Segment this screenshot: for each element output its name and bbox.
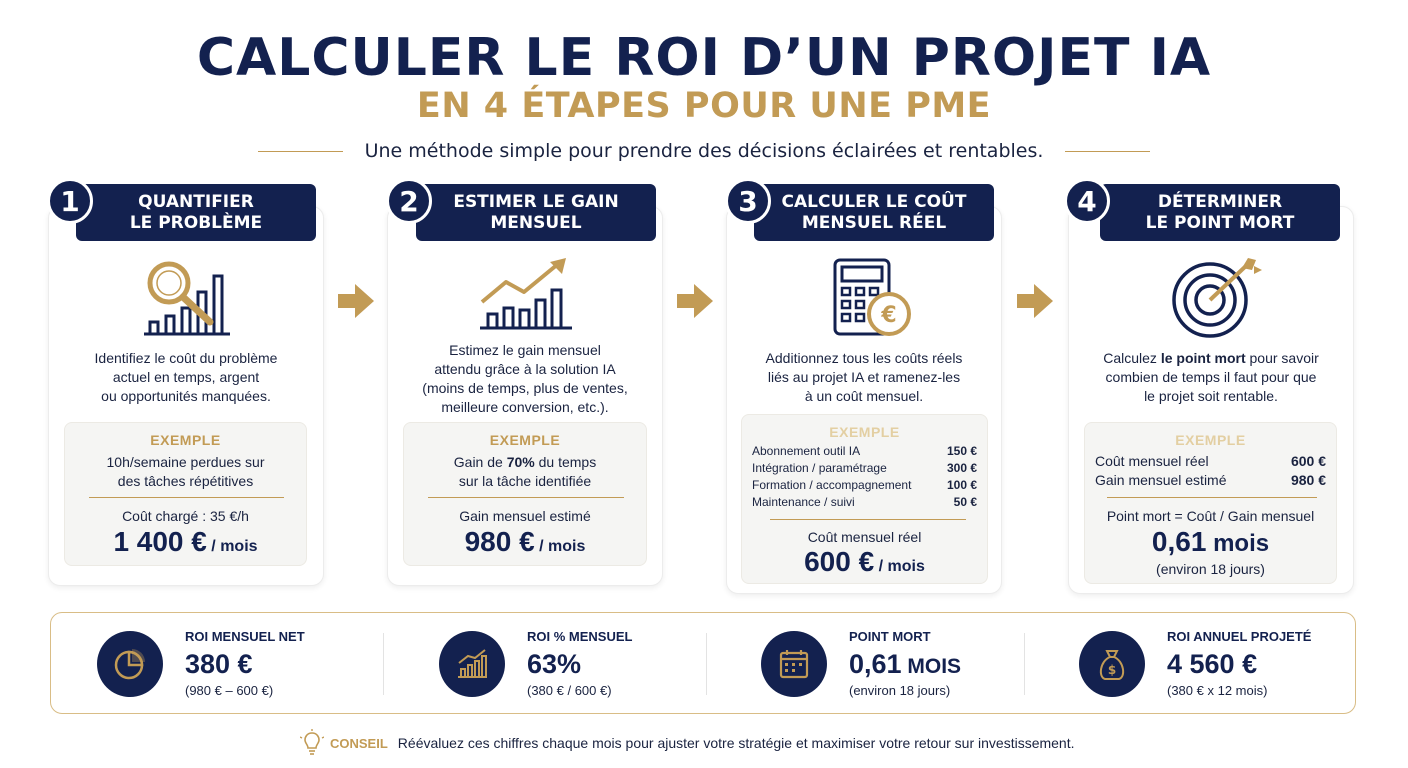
kpi-sub: (environ 18 jours)	[849, 683, 951, 698]
step-description-2: Estimez le gain mensuel attendu grâce à la solution IA (moins de temps, plus de ventes, meilleure conversion, etc.).	[422, 342, 628, 415]
tagline: Une méthode simple pour prendre des décisions éclairées et rentables.	[364, 140, 1044, 162]
step-title-line2: LE PROBLÈME	[129, 212, 263, 233]
kpi-sub: (380 € / 600 €)	[527, 683, 612, 698]
step-header-4	[1100, 184, 1340, 241]
bar-growth-icon	[439, 631, 505, 697]
step-title-line1: CALCULER LE COÛT	[781, 191, 967, 212]
page-subtitle: EN 4 ÉTAPES POUR UNE PME	[416, 86, 992, 126]
tagline-left-rule	[258, 151, 343, 152]
calendar-icon	[761, 631, 827, 697]
tip-label: CONSEIL	[330, 735, 388, 751]
kpi-roi-pourcent	[385, 613, 705, 713]
step-number-badge: 3	[725, 178, 771, 224]
example-label: EXEMPLE	[150, 432, 221, 448]
kpi-value: 0,61 MOIS	[849, 649, 962, 679]
kpi-value: 63%	[527, 649, 582, 679]
step-description-1: Identifiez le coût du problème actuel en temps, argent ou opportunités manquées.	[94, 350, 278, 404]
pie-chart-icon	[97, 631, 163, 697]
kpi-sub: (980 € – 600 €)	[185, 683, 274, 698]
tagline-right-rule	[1065, 151, 1150, 152]
kpi-separator	[706, 633, 707, 695]
cost-row: Maintenance / suivi 50 €	[752, 495, 977, 509]
tip-text: Réévaluez ces chiffres chaque mois pour ajuster votre stratégie et maximiser votre retour sur investissement.	[397, 735, 1075, 751]
page-title: CALCULER LE ROI D’UN PROJET IA	[196, 28, 1212, 88]
cost-row: Abonnement outil IA 150 €	[752, 444, 977, 458]
calculator-euro-icon	[821, 256, 921, 340]
example-sub-label: Coût mensuel réel	[807, 529, 922, 545]
kpi-label: ROI ANNUEL PROJETÉ	[1167, 629, 1312, 644]
example-result: 600 € / mois	[804, 546, 925, 577]
kpi-roi-annuel	[1026, 613, 1356, 713]
svg-text:€: €	[881, 303, 897, 328]
example-text: 10h/semaine perdues sur des tâches répétitives	[106, 454, 265, 489]
step-title-line2: LE POINT MORT	[1145, 212, 1295, 233]
summary-bar	[50, 612, 1356, 714]
example-divider	[89, 497, 284, 498]
example-label: EXEMPLE	[1175, 432, 1246, 448]
summary-row: Gain mensuel estimé 980 €	[1095, 472, 1326, 488]
step-title-line1: QUANTIFIER	[138, 191, 254, 212]
example-label: EXEMPLE	[489, 432, 561, 448]
kpi-separator	[383, 633, 384, 695]
example-sub-label: Coût chargé : 35 €/h	[122, 508, 249, 524]
cost-row: Formation / accompagnement 100 €	[752, 478, 977, 492]
cost-row: Intégration / paramétrage 300 €	[752, 461, 977, 475]
step-number-badge: 4	[1064, 178, 1110, 224]
target-arrow-icon	[1164, 256, 1264, 340]
money-bag-icon	[1079, 631, 1145, 697]
kpi-label: ROI % MENSUEL	[527, 629, 633, 644]
tip-row	[300, 728, 1120, 758]
example-divider	[1107, 497, 1317, 498]
kpi-separator	[1024, 633, 1025, 695]
kpi-sub: (380 € x 12 mois)	[1167, 683, 1268, 698]
arrow-right-icon	[676, 282, 714, 320]
example-formula: Point mort = Coût / Gain mensuel	[1106, 508, 1315, 524]
step-number-badge: 2	[386, 178, 432, 224]
step-title-line2: MENSUEL RÉEL	[801, 212, 947, 233]
magnifier-chart-icon	[136, 256, 236, 340]
summary-row: Coût mensuel réel 600 €	[1095, 453, 1326, 469]
tagline-row	[288, 136, 1120, 166]
example-result: 0,61 mois	[1151, 526, 1270, 557]
example-box-4	[1084, 422, 1337, 584]
example-sub-label: Gain mensuel estimé	[459, 508, 591, 524]
example-label: EXEMPLE	[829, 424, 900, 440]
example-note: (environ 18 jours)	[1156, 561, 1265, 577]
lightbulb-icon	[300, 729, 324, 757]
svg-text:$: $	[1107, 663, 1117, 677]
kpi-label: POINT MORT	[849, 629, 931, 644]
step-title-line2: MENSUEL	[490, 212, 582, 233]
example-result: 980 € / mois	[464, 526, 586, 557]
arrow-right-icon	[1016, 282, 1054, 320]
step-title-line1: ESTIMER LE GAIN	[453, 191, 619, 212]
step-header-3	[754, 184, 994, 241]
arrow-right-icon	[337, 282, 375, 320]
step-header-1	[76, 184, 316, 241]
step-title-line1: DÉTERMINER	[1157, 191, 1283, 212]
example-divider	[770, 519, 966, 520]
kpi-value: 380 €	[185, 649, 253, 679]
growth-chart-icon	[476, 256, 576, 340]
step-number-badge: 1	[47, 178, 93, 224]
example-box-3	[741, 414, 988, 584]
step-header-2	[416, 184, 656, 241]
step-description-4: Calculez le point mort pour savoir combien de temps il faut pour que le projet soit rentable.	[1103, 350, 1319, 404]
example-result: 1 400 € / mois	[113, 526, 258, 557]
step-description-3: Additionnez tous les coûts réels liés au projet IA et ramenez-les à un coût mensuel.	[765, 350, 963, 404]
example-divider	[428, 497, 624, 498]
kpi-point-mort	[708, 613, 1023, 713]
example-box-1	[64, 422, 307, 566]
kpi-label: ROI MENSUEL NET	[185, 629, 305, 644]
example-box-2	[403, 422, 647, 566]
kpi-value: 4 560 €	[1167, 649, 1258, 679]
kpi-roi-mensuel-net	[51, 613, 381, 713]
example-text: Gain de 70% du temps sur la tâche identifiée	[453, 454, 597, 489]
